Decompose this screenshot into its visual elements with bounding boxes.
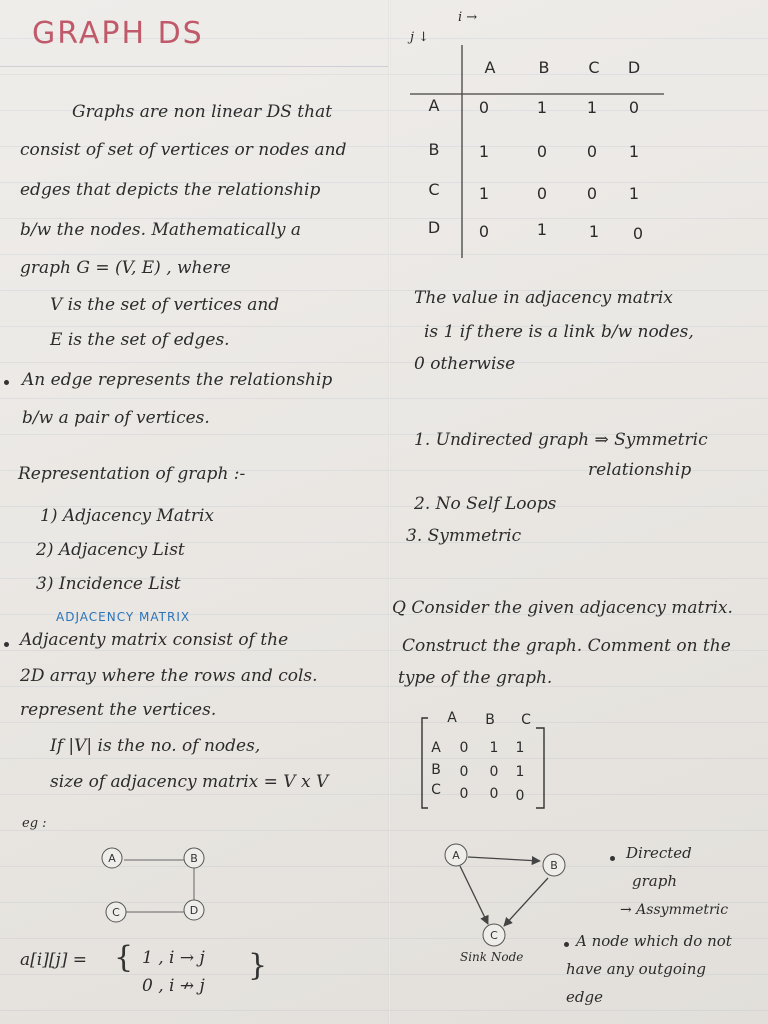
matrix-col-header: D [627, 58, 641, 77]
formula-line-1: 1 , i → j [142, 948, 205, 968]
note-directed: Directed [626, 844, 692, 862]
q-matrix-col-header: C [521, 712, 531, 728]
q-matrix-row-label: C [431, 782, 441, 798]
q-matrix-col-header: B [485, 712, 495, 728]
q-matrix-right-bracket [536, 728, 544, 808]
adj-desc-line-2: 2D array where the rows and cols. [20, 666, 318, 686]
q-matrix-cell: 0 [489, 786, 499, 802]
note-graph: graph [632, 872, 677, 890]
matrix-cell: 1 [478, 184, 490, 203]
note-sink-line-2: have any outgoing [566, 960, 706, 978]
intro-line-5: graph G = (V, E) , where [20, 258, 231, 278]
matrix-row-label: B [428, 140, 440, 159]
matrix-cell: 0 [536, 184, 548, 203]
repr-item-1: 1) Adjacency Matrix [40, 506, 215, 526]
adj-desc-line-4: If |V| is the no. of nodes, [50, 736, 261, 756]
matrix-cell: 1 [628, 184, 640, 203]
question-line-2: Construct the graph. Comment on the [402, 636, 731, 656]
prop-line-2: relationship [588, 460, 692, 480]
intro-line-3: edges that depicts the relationship [20, 180, 321, 200]
matrix-row-label: A [428, 96, 440, 115]
question-line-1: Q Consider the given adjacency matrix. [392, 598, 733, 618]
matrix-cell: 1 [586, 98, 598, 117]
page-title: GRAPH DS [32, 16, 204, 51]
edge-note-line-1: An edge represents the relationship [22, 370, 333, 390]
node-label: C [112, 906, 120, 919]
question-line-3: type of the graph. [398, 668, 553, 688]
formula-lhs: a[i][j] = [20, 950, 88, 970]
matrix-cell: 0 [478, 222, 490, 241]
graph-directed-edge [468, 857, 540, 861]
value-note-line-3: 0 otherwise [414, 354, 516, 374]
node-label: B [550, 859, 558, 872]
q-matrix-col-header: A [447, 710, 457, 726]
intro-line-4: b/w the nodes. Mathematically a [20, 220, 302, 240]
matrix-col-header: B [538, 58, 550, 77]
q-matrix-left-bracket [422, 718, 428, 808]
note-asymmetric: → Assymmetric [620, 902, 729, 918]
matrix-cell: 1 [588, 222, 600, 241]
eg-label: eg : [22, 816, 47, 831]
node-label: B [190, 852, 198, 865]
matrix-cell: 0 [586, 142, 598, 161]
q-matrix-cell: 1 [515, 764, 525, 780]
node-label: A [108, 852, 116, 865]
q-matrix-cell: 0 [515, 788, 525, 804]
note-sink-line-3: edge [566, 988, 603, 1006]
q-matrix-row-label: A [431, 740, 441, 756]
q-matrix-cell: 0 [459, 740, 469, 756]
matrix-cell: 0 [478, 98, 490, 117]
q-matrix-cell: 1 [515, 740, 525, 756]
value-note-line-2: is 1 if there is a link b/w nodes, [424, 322, 694, 342]
axis-j-label: j ↓ [410, 30, 430, 45]
directed-graph [445, 844, 565, 946]
q-matrix-cell: 0 [489, 764, 499, 780]
matrix-cell: 0 [586, 184, 598, 203]
undirected-graph [102, 848, 204, 922]
adjacency-heading: ADJACENCY MATRIX [56, 610, 191, 624]
matrix-cell: 1 [628, 142, 640, 161]
matrix-col-header: A [484, 58, 496, 77]
node-label: A [452, 849, 460, 862]
intro-line-1: Graphs are non linear DS that [72, 102, 333, 122]
q-matrix-cell: 0 [459, 786, 469, 802]
graph-directed-edge [504, 878, 548, 926]
edge-note-line-2: b/w a pair of vertices. [22, 408, 210, 428]
matrix-cell: 1 [536, 98, 548, 117]
prop-line-4: 3. Symmetric [406, 526, 522, 546]
matrix-cell: 1 [536, 220, 548, 239]
matrix-col-header: C [588, 58, 600, 77]
value-note-line-1: The value in adjacency matrix [414, 288, 673, 308]
q-matrix-cell: 0 [459, 764, 469, 780]
note-sink-line-1: A node which do not [576, 932, 732, 950]
matrix-cell: 0 [536, 142, 548, 161]
axis-i-label: i → [458, 10, 478, 25]
matrix-row-label: C [428, 180, 440, 199]
adj-desc-line-5: size of adjacency matrix = V x V [50, 772, 329, 792]
prop-line-3: 2. No Self Loops [414, 494, 557, 514]
adj-desc-line-1: Adjacenty matrix consist of the [20, 630, 289, 650]
formula-line-2: 0 , i ↛ j [142, 976, 205, 996]
formula-brace-close: } [248, 948, 268, 983]
sink-node-label: Sink Node [460, 950, 524, 964]
repr-item-2: 2) Adjacency List [36, 540, 185, 560]
node-label: C [490, 929, 498, 942]
matrix-cell: 0 [632, 224, 644, 243]
intro-line-7: E is the set of edges. [50, 330, 230, 350]
intro-line-6: V is the set of vertices and [50, 295, 280, 315]
intro-line-2: consist of set of vertices or nodes and [20, 140, 347, 160]
matrix-cell: 0 [628, 98, 640, 117]
node-label: D [189, 904, 199, 917]
graph-directed-edge [460, 866, 488, 924]
q-matrix-row-label: B [431, 762, 441, 778]
prop-line-1: 1. Undirected graph ⇒ Symmetric [414, 430, 708, 450]
formula-brace-open: { [114, 940, 134, 975]
repr-heading: Representation of graph :- [18, 464, 246, 484]
q-matrix-cell: 1 [489, 740, 499, 756]
matrix-row-label: D [427, 218, 441, 237]
matrix-cell: 1 [478, 142, 490, 161]
repr-item-3: 3) Incidence List [36, 574, 181, 594]
adj-desc-line-3: represent the vertices. [20, 700, 217, 720]
